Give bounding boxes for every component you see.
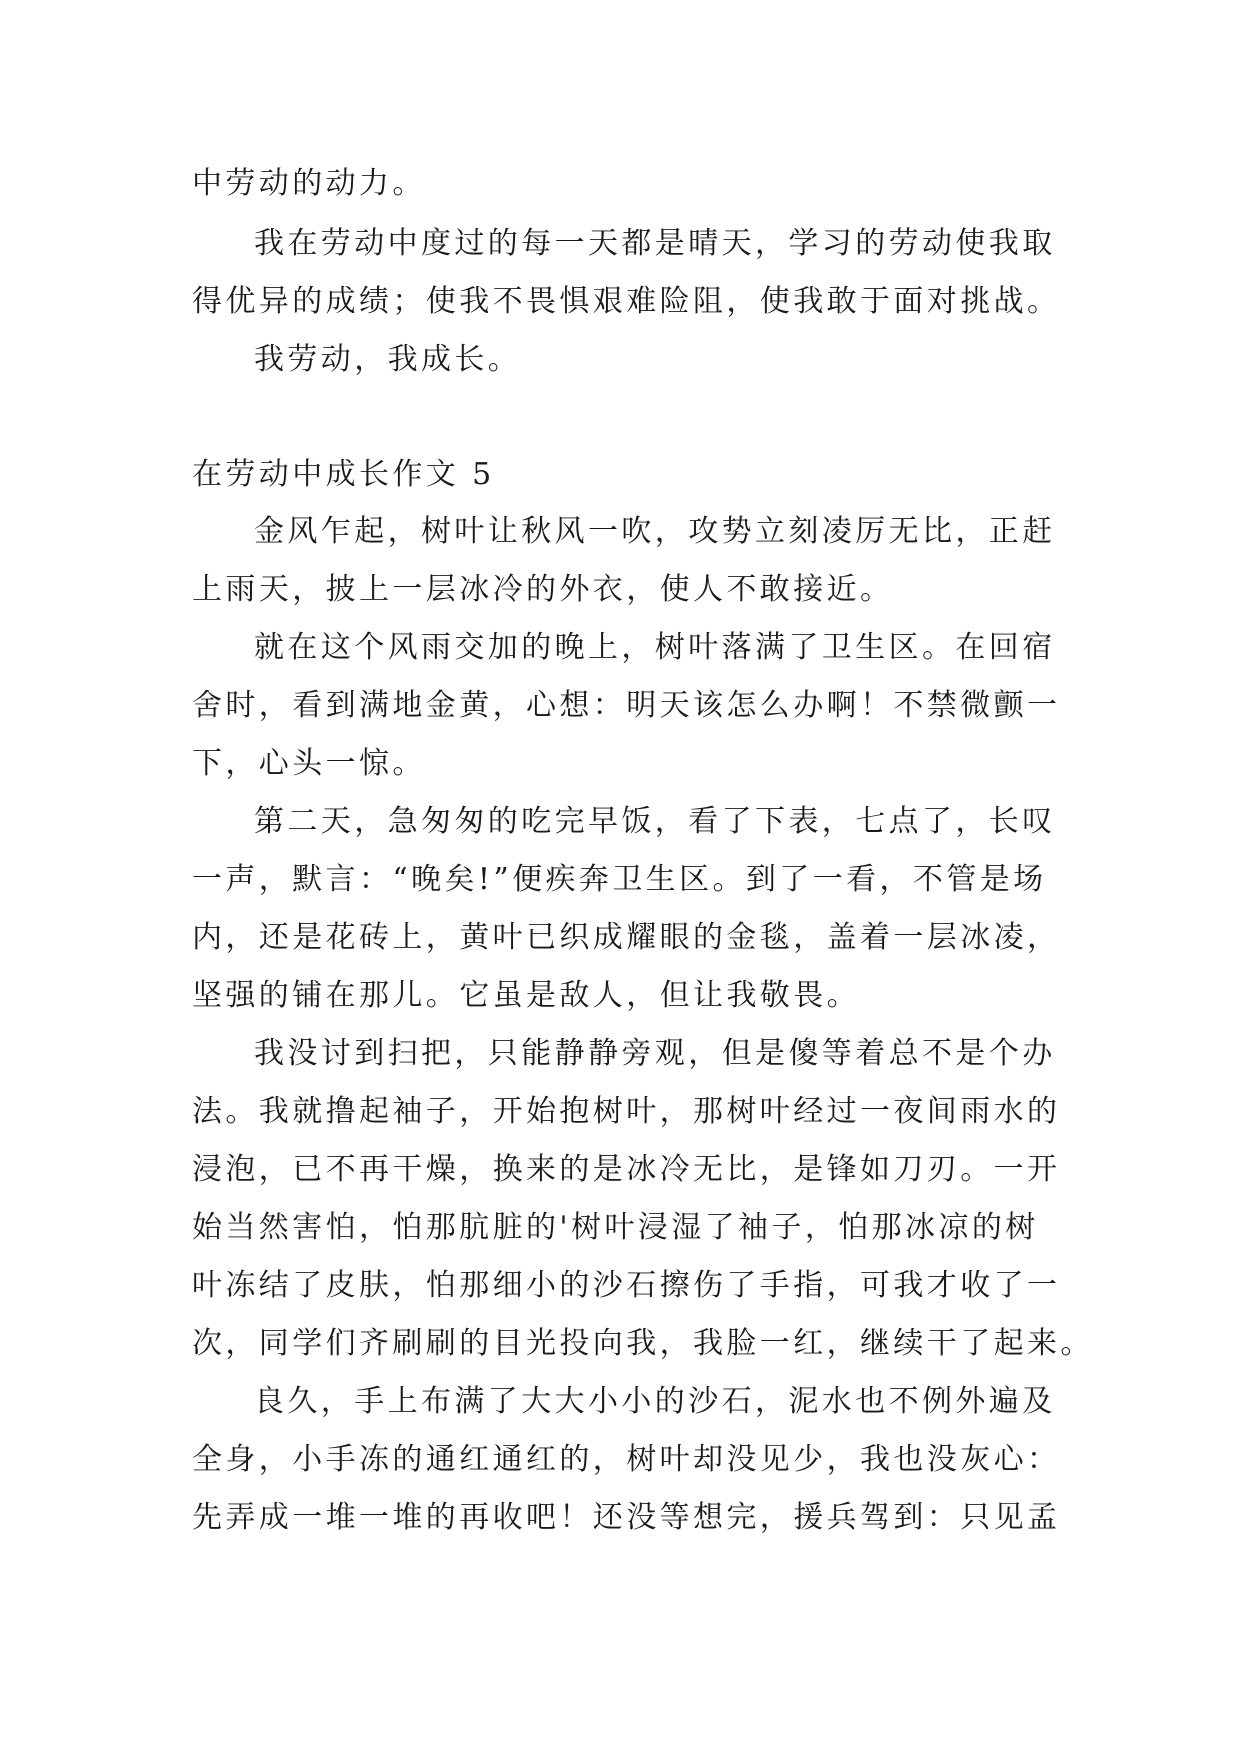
- text-line: 上雨天，披上一层冰冷的外衣，使人不敢接近。: [192, 572, 894, 607]
- text-line: 始当然害怕，怕那肮脏的'树叶浸湿了袖子，怕那冰凉的树: [192, 1210, 1039, 1245]
- paragraph-line: 就在这个风雨交加的晚上，树叶落满了卫生区。在回宿: [254, 630, 1056, 665]
- text-line: 全身，小手冻的通红通红的，树叶却没见少，我也没灰心：: [192, 1442, 1061, 1477]
- paragraph-line: 第二天，急匆匆的吃完早饭，看了下表，七点了，长叹: [254, 804, 1056, 839]
- text-line: 浸泡，已不再干燥，换来的是冰冷无比，是锋如刀刃。一开: [192, 1152, 1061, 1187]
- text-line: 次，同学们齐刷刷的目光投向我，我脸一红，继续干了起来。: [192, 1326, 1094, 1361]
- text-line: 法。我就撸起袖子，开始抱树叶，那树叶经过一夜间雨水的: [192, 1094, 1061, 1129]
- text-line: 叶冻结了皮肤，怕那细小的沙石擦伤了手指，可我才收了一: [192, 1268, 1061, 1303]
- section-heading: 在劳动中成长作文 5: [192, 457, 495, 492]
- text-line: 下，心头一惊。: [192, 746, 426, 781]
- text-line: 一声，默言：“晚矣!”便疾奔卫生区。到了一看，不管是场: [192, 862, 1047, 897]
- paragraph-line: 金风乍起，树叶让秋风一吹，攻势立刻凌厉无比，正赶: [254, 514, 1056, 549]
- text-line: 舍时，看到满地金黄，心想：明天该怎么办啊！不禁微颤一: [192, 688, 1061, 723]
- paragraph-line: 我在劳动中度过的每一天都是晴天，学习的劳动使我取: [254, 226, 1056, 261]
- paragraph-line: 我没讨到扫把，只能静静旁观，但是傻等着总不是个办: [254, 1036, 1056, 1071]
- text-line: 得优异的成绩；使我不畏惧艰难险阻，使我敢于面对挑战。: [192, 284, 1061, 319]
- text-line: 内，还是花砖上，黄叶已织成耀眼的金毯，盖着一层冰凌，: [192, 920, 1061, 955]
- paragraph-line: 良久，手上布满了大大小小的沙石，泥水也不例外遍及: [254, 1384, 1056, 1419]
- text-line: 坚强的铺在那儿。它虽是敌人，但让我敬畏。: [192, 978, 860, 1013]
- paragraph-line: 我劳动，我成长。: [254, 342, 522, 377]
- text-line: 中劳动的动力。: [192, 166, 426, 201]
- text-line: 先弄成一堆一堆的再收吧！还没等想完，援兵驾到：只见孟: [192, 1500, 1061, 1535]
